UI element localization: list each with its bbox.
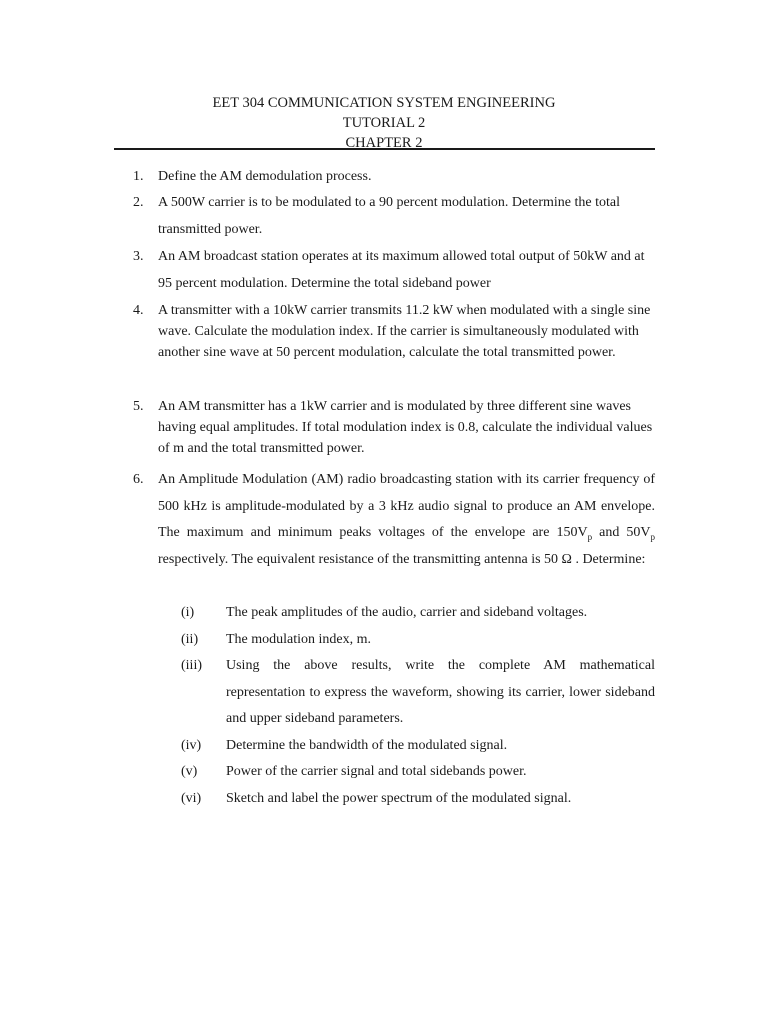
subpart-numeral: (i) bbox=[181, 605, 195, 620]
subpart-item bbox=[114, 733, 655, 760]
question-number: 3. bbox=[133, 249, 144, 264]
subpart-numeral: (vi) bbox=[181, 790, 202, 806]
question-text: A transmitter with a 10kW carrier transmits 11.2 kW when modulated with a single sine wave. Calculate the modulation index. If the carrier is simultaneously modulated with another sine wave at 50 percent modulation, calculate the total transmitted power. bbox=[158, 303, 651, 360]
subpart-item bbox=[114, 759, 655, 786]
chapter-title: CHAPTER 2 bbox=[345, 135, 423, 151]
subpart-item bbox=[114, 786, 655, 813]
course-title: EET 304 COMMUNICATION SYSTEM ENGINEERING bbox=[212, 95, 556, 111]
min-voltage: 50V bbox=[626, 525, 651, 540]
subpart-text: The modulation index, m. bbox=[226, 631, 372, 647]
question-text-part1: An Amplitude Modulation (AM) radio broadcasting station with its carrier frequency of 500 kHz is amplitude-modulated by a 3 kHz audio signal to produce an AM envelope. The maximum and minimum peaks voltages of the envelope are bbox=[158, 472, 655, 540]
subpart-text: The peak amplitudes of the audio, carrier and sideband voltages. bbox=[226, 605, 588, 620]
question-text-part2: respectively. The equivalent resistance of the transmitting antenna is 50 Ω . Determine: bbox=[158, 551, 646, 567]
subpart-numeral: (iv) bbox=[181, 737, 202, 753]
subpart-text: Power of the carrier signal and total sidebands power. bbox=[226, 764, 527, 779]
subpart-item bbox=[114, 627, 655, 654]
question-2 bbox=[114, 190, 655, 243]
question-1 bbox=[114, 164, 655, 191]
tutorial-title: TUTORIAL 2 bbox=[342, 115, 426, 131]
conjunction: and bbox=[592, 525, 627, 540]
question-5 bbox=[114, 396, 655, 459]
question-number: 2. bbox=[133, 195, 144, 210]
question-text: An AM transmitter has a 1kW carrier and is modulated by three different sine waves having equal amplitudes. If total modulation index is 0.8, calculate the individual values of m and the total transmitted power. bbox=[158, 399, 653, 456]
question-text: Define the AM demodulation process. bbox=[158, 169, 372, 184]
question-number: 1. bbox=[133, 169, 144, 184]
subpart-item bbox=[114, 653, 655, 733]
question-6 bbox=[114, 467, 655, 573]
max-voltage: 150V bbox=[556, 525, 588, 540]
question-4 bbox=[114, 300, 655, 363]
question-number: 4. bbox=[133, 303, 144, 318]
subpart-numeral: (ii) bbox=[181, 631, 199, 647]
subpart-numeral: (iii) bbox=[181, 658, 202, 673]
subpart-text: Determine the bandwidth of the modulated signal. bbox=[226, 737, 508, 753]
question-text bbox=[158, 467, 655, 573]
subpart-numeral: (v) bbox=[181, 764, 198, 779]
question-number: 6. bbox=[133, 472, 144, 487]
subpart-item bbox=[114, 600, 655, 627]
subpart-text: Sketch and label the power spectrum of the modulated signal. bbox=[226, 790, 572, 806]
subpart-text: Using the above results, write the complete AM mathematical representation to express the waveform, showing its carrier, lower sideband and upper sideband parameters. bbox=[226, 658, 655, 726]
peak-subscript: p bbox=[587, 531, 593, 542]
header-divider bbox=[114, 148, 655, 150]
question-number: 5. bbox=[133, 399, 144, 414]
document-header bbox=[0, 93, 768, 153]
question-3 bbox=[114, 244, 655, 297]
question-6-subparts bbox=[114, 600, 655, 812]
peak-subscript: p bbox=[650, 531, 656, 542]
question-text: A 500W carrier is to be modulated to a 90 percent modulation. Determine the total transmitted power. bbox=[158, 195, 620, 237]
question-text: An AM broadcast station operates at its maximum allowed total output of 50kW and at 95 percent modulation. Determine the total sideband power bbox=[158, 249, 645, 291]
